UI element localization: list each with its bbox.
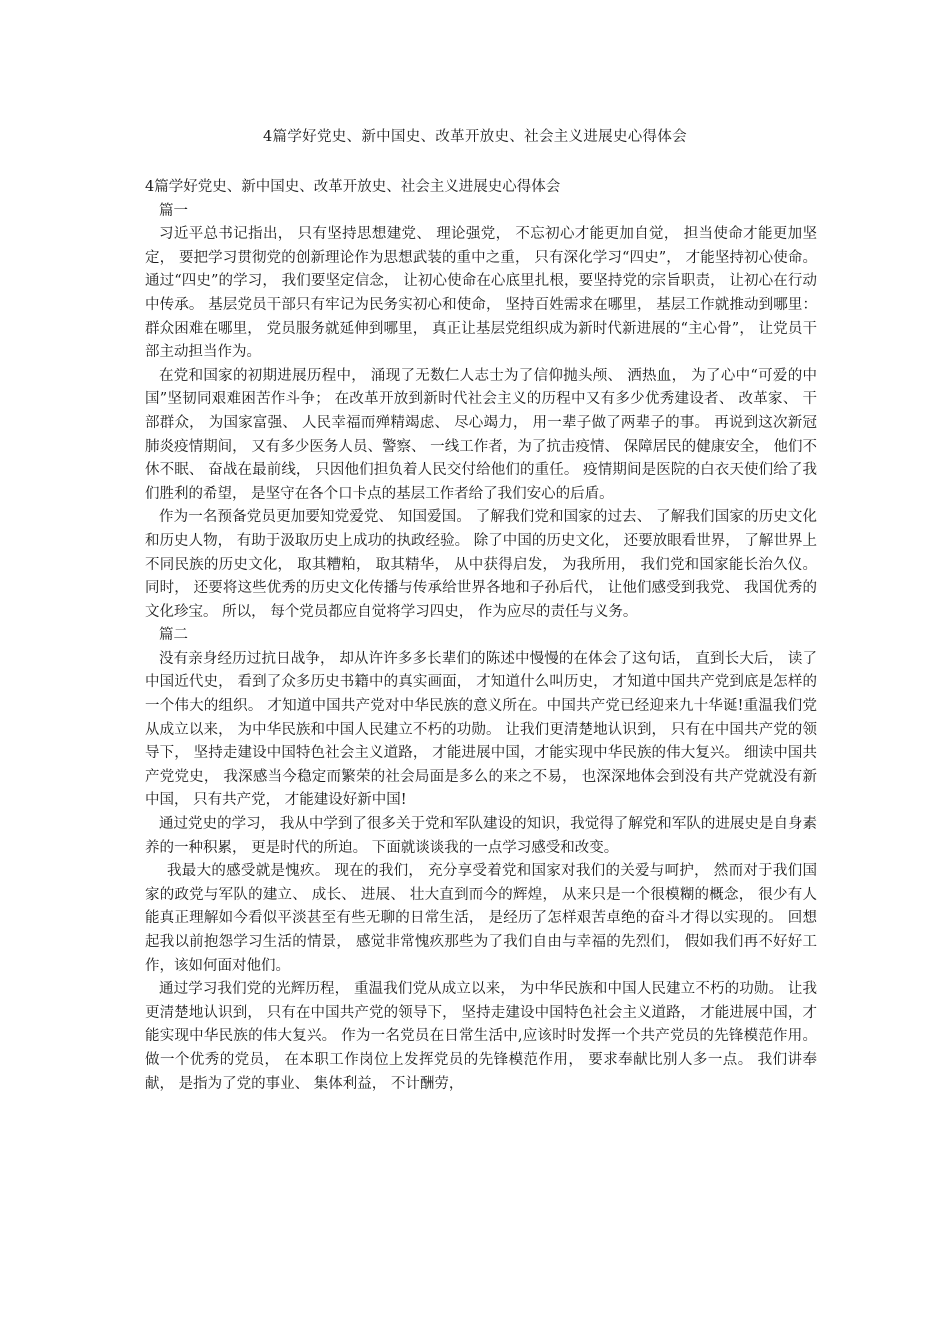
section-label-1: 篇一 — [159, 202, 188, 219]
paragraph: 没有亲身经历过抗日战争， 却从许许多多长辈们的陈述中慢慢的在体会了这句话， 直到长大后， 读了中国近代史， 看到了众多历史书籍中的真实画面， 才知道什么叫历史， 才知道中国共产党到底是怎样的一个伟大的组织。 才知道中国共产党对中华民族的意义所在。中国共产党已经迎来九十华诞!重温我们党从成立以来， 为中华民族和中国人民建立不朽的功勋。 让我们更清楚地认识到， 只有在中国共产党的领导下， 坚持走建设中国特色社会主义道路， 才能进展中国，才能实现中华民族的伟大复兴。 细读中国共产党党史， 我深感当今稳定而繁荣的社会局面是多么的来之不易， 也深深地体会到没有共产党就没有新中国， 只有共产党， 才能建设好新中国! — [145, 650, 817, 809]
paragraph: 通过学习我们党的光辉历程， 重温我们党从成立以来， 为中华民族和中国人民建立不朽的功勋。 让我更清楚地认识到， 只有在中国共产党的领导下， 坚持走建设中国特色社会主义道路， 才能进展中国，才能实现中华民族的伟大复兴。 作为一名党员在日常生活中,应该时时发挥一个共产党员的先锋模范作用。 做一个优秀的党员， 在本职工作岗位上发挥党员的先锋模范作用， 要求奉献比别人多一点。 我们讲奉献， 是指为了党的事业、 集体利益， 不计酬劳， — [145, 981, 817, 1092]
paragraph: 通过党史的学习， 我从中学到了很多关于党和军队建设的知识，我觉得了解党和军队的进展史是自身素养的一种积累， 更是时代的所迫。 下面就谈谈我的一点学习感受和改变。 — [145, 816, 817, 856]
paragraph: 我最大的感受就是愧疚。 现在的我们， 充分享受着党和国家对我们的关爱与呵护， 然而对于我们国家的政党与军队的建立、 成长、 进展、 壮大直到而今的辉煌， 从来只是一个很模糊的概念， 很少有人能真正理解如今看似平淡甚至有些无聊的日常生活， 是经历了怎样艰苦卓绝的奋斗才得以实现的。 回想起我以前抱怨学习生活的情景， 感觉非常愧疚那些为了我们自由与幸福的先烈们， 假如我们再不好好工作，该如何面对他们。 — [145, 863, 817, 974]
section-label-2: 篇二 — [159, 627, 188, 644]
document-body — [145, 176, 817, 1096]
document-title: 4篇学好党史、新中国史、改革开放史、社会主义进展史心得体会 — [263, 129, 687, 145]
paragraph: 在党和国家的初期进展历程中， 涌现了无数仁人志士为了信仰抛头颅、 洒热血， 为了心中“可爱的中国”坚韧同艰难困苦作斗争； 在改革开放到新时代社会主义的历程中又有多少优秀建设者、 改革家、 干部群众， 为国家富强、 人民幸福而殚精竭虑、 尽心竭力， 用一辈子做了两辈子的事。 再说到这次新冠肺炎疫情期间， 又有多少医务人员、警察、 一线工作者，为了抗击疫情、 保障居民的健康安全， 他们不休不眠、 奋战在最前线， 只因他们担负着人民交付给他们的重任。 疫情期间是医院的白衣天使们给了我们胜利的希望， 是坚守在各个口卡点的基层工作者给了我们安心的后盾。 — [145, 367, 817, 502]
paragraph: 作为一名预备党员更加要知党爱党、 知国爱国。 了解我们党和国家的过去、 了解我们国家的历史文化和历史人物， 有助于汲取历史上成功的执政经验。 除了中国的历史文化， 还要放眼看世界， 了解世界上不同民族的历史文化， 取其糟粕， 取其精华， 从中获得启发， 为我所用， 我们党和国家能长治久仪。 同时， 还要将这些优秀的历史文化传播与传承给世界各地和子孙后代， 让他们感受到我党、 我国优秀的文化珍宝。 所以， 每个党员都应自觉将学习四史， 作为应尽的责任与义务。 — [145, 509, 817, 620]
paragraph: 习近平总书记指出， 只有坚持思想建党、 理论强党， 不忘初心才能更加自觉， 担当使命才能更加坚定， 要把学习贯彻党的创新理论作为思想武装的重中之重， 只有深化学习“四史”， 才能坚持初心使命。通过“四史”的学习， 我们要坚定信念， 让初心使命在心底里扎根，要坚持党的宗旨职责， 让初心在行动中传承。 基层党员干部只有牢记为民务实初心和使命， 坚持百姓需求在哪里， 基层工作就推动到哪里：群众困难在哪里， 党员服务就延伸到哪里， 真正让基层党组织成为新时代新进展的“主心骨”， 让党员干部主动担当作为。 — [145, 226, 817, 361]
document-subtitle: 4篇学好党史、新中国史、改革开放史、社会主义进展史心得体会 — [145, 179, 561, 195]
